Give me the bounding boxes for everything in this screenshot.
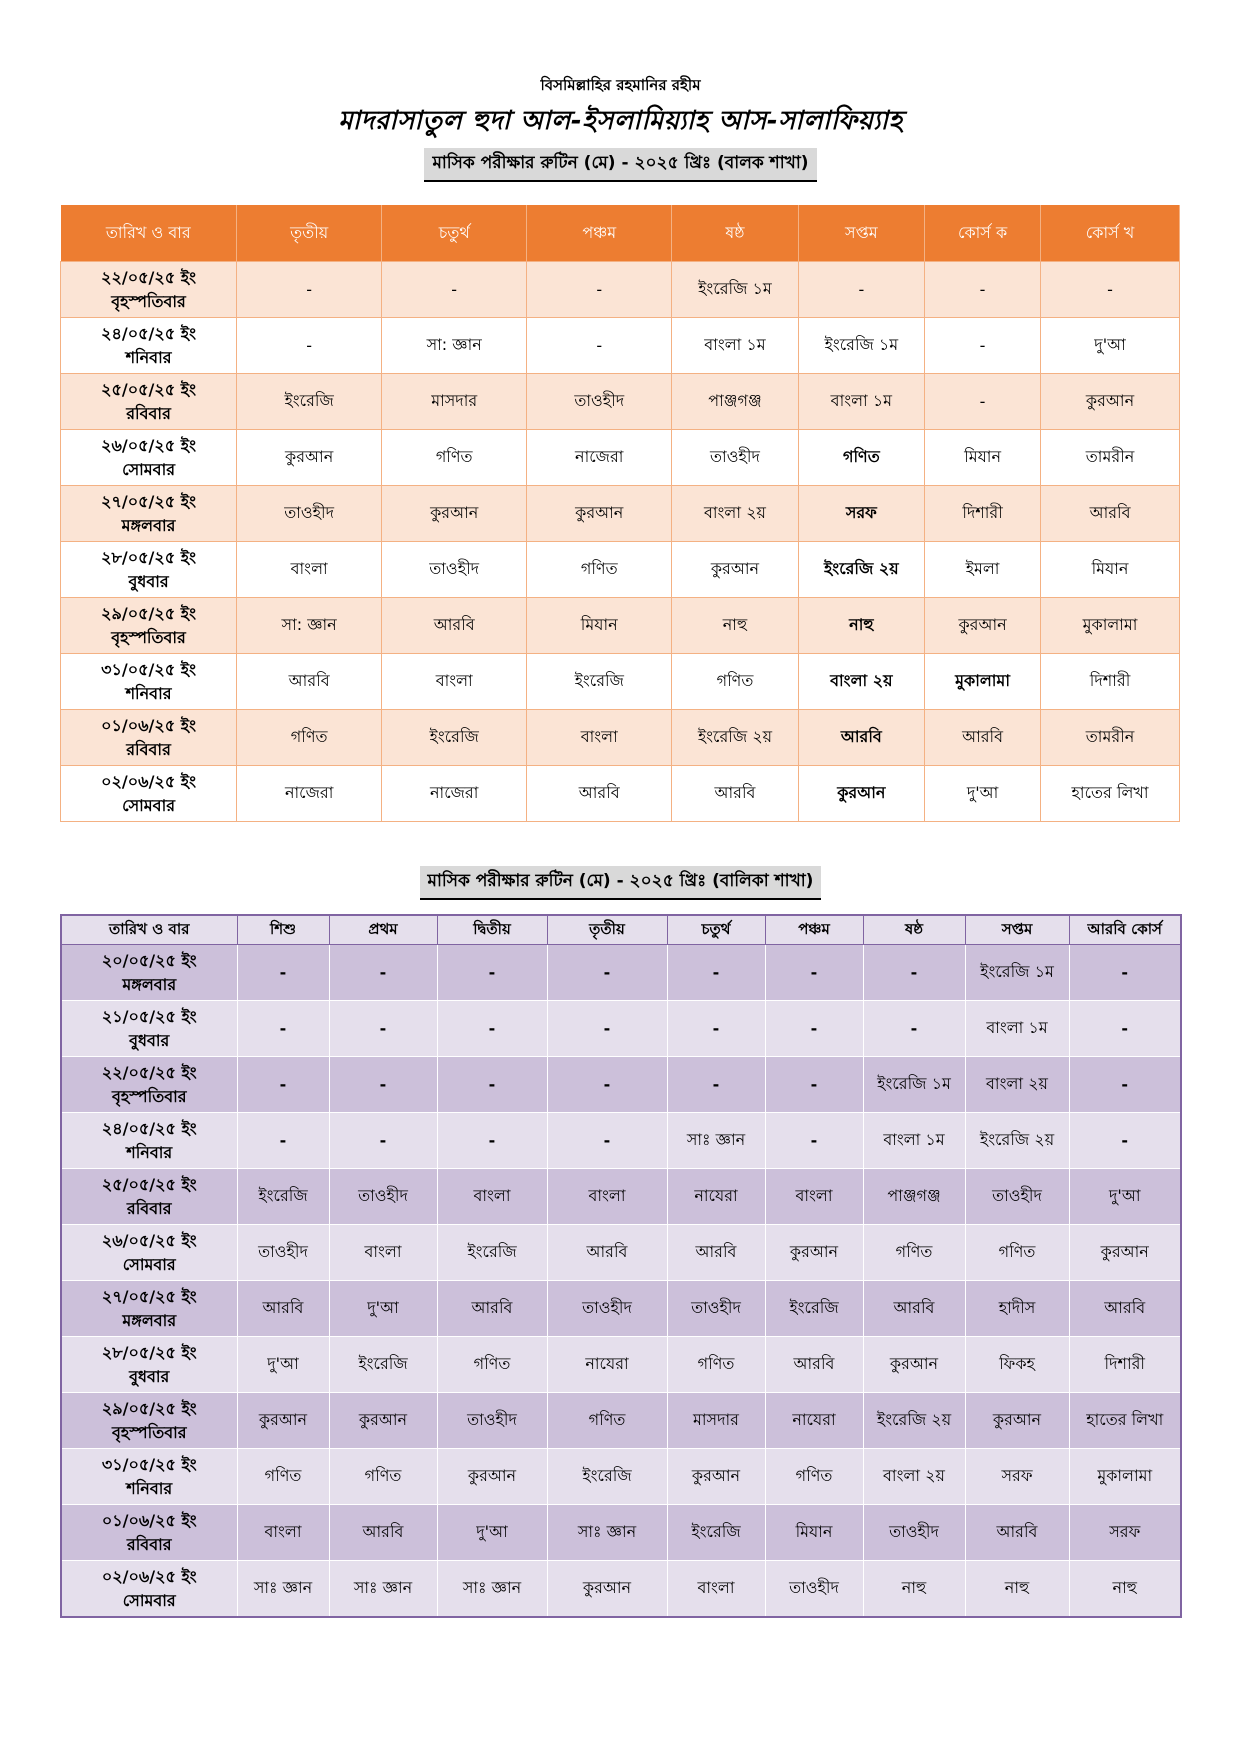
- subject-cell: বাংলা ২য়: [672, 486, 798, 542]
- subject-cell: -: [437, 1001, 547, 1057]
- subject-cell: মিযান: [527, 598, 672, 654]
- subject-cell: বাংলা ২য়: [965, 1057, 1069, 1113]
- subject-cell: -: [1041, 262, 1180, 318]
- girls-header-row: [61, 915, 1181, 945]
- subject-cell: সাঃ জ্ঞান: [437, 1561, 547, 1618]
- date-text: ২৮/০৫/২৫ ইং: [101, 548, 196, 568]
- subject-cell: -: [765, 1001, 863, 1057]
- date-text: ০১/০৬/২৫ ইং: [101, 1511, 197, 1531]
- date-text: ২৫/০৫/২৫ ইং: [101, 1175, 197, 1195]
- date-text: ২৪/০৫/২৫ ইং: [101, 1119, 197, 1139]
- subject-cell: বাংলা: [237, 1505, 329, 1561]
- subject-cell: -: [237, 1057, 329, 1113]
- subject-cell: বাংলা: [329, 1225, 437, 1281]
- subject-cell: -: [667, 1057, 765, 1113]
- subject-cell: দিশারী: [925, 486, 1041, 542]
- girls-column-header: আরবি কোর্স: [1069, 915, 1181, 945]
- weekday-text: শনিবার: [125, 347, 172, 367]
- subject-cell: কুরআন: [925, 598, 1041, 654]
- girls-column-header: দ্বিতীয়: [437, 915, 547, 945]
- subject-cell: সাঃ জ্ঞান: [329, 1561, 437, 1618]
- date-text: ২৬/০৫/২৫ ইং: [101, 436, 196, 456]
- subject-cell: দু'আ: [237, 1337, 329, 1393]
- subject-cell: কুরআন: [382, 486, 527, 542]
- subject-cell: -: [329, 1001, 437, 1057]
- subject-cell: হাতের লিখা: [1041, 766, 1180, 822]
- subject-cell: আরবি: [237, 654, 382, 710]
- subject-cell: নাহু: [965, 1561, 1069, 1618]
- subject-cell: -: [667, 1001, 765, 1057]
- subject-cell: -: [527, 318, 672, 374]
- subject-cell: বাংলা: [437, 1169, 547, 1225]
- subject-cell: ইংরেজি ১ম: [672, 262, 798, 318]
- subject-cell: সাঃ জ্ঞান: [667, 1113, 765, 1169]
- subject-cell: কুরআন: [527, 486, 672, 542]
- date-cell: [61, 1449, 237, 1505]
- subject-cell: বাংলা: [547, 1169, 667, 1225]
- subject-cell: মুকালামা: [1041, 598, 1180, 654]
- date-cell: [61, 1393, 237, 1449]
- date-cell: [61, 1561, 237, 1618]
- subject-cell: মিযান: [765, 1505, 863, 1561]
- subject-cell: -: [237, 318, 382, 374]
- date-cell: [61, 486, 237, 542]
- subject-cell: দু'আ: [437, 1505, 547, 1561]
- subject-cell: গণিত: [547, 1393, 667, 1449]
- subject-cell: ইংরেজি: [437, 1225, 547, 1281]
- subject-cell: তাওহীদ: [667, 1281, 765, 1337]
- date-cell: [61, 318, 237, 374]
- girls-table-row: [61, 1505, 1181, 1561]
- subject-cell: -: [1069, 1001, 1181, 1057]
- subject-cell: সাঃ জ্ঞান: [547, 1505, 667, 1561]
- subject-cell: বাংলা ১ম: [863, 1113, 965, 1169]
- girls-column-header: সপ্তম: [965, 915, 1069, 945]
- subject-cell: পাঞ্জগঞ্জ: [672, 374, 798, 430]
- date-text: ৩১/০৫/২৫ ইং: [101, 1455, 197, 1475]
- subject-cell: -: [1069, 1057, 1181, 1113]
- girls-column-header: ষষ্ঠ: [863, 915, 965, 945]
- date-cell: [61, 1057, 237, 1113]
- date-cell: [61, 1337, 237, 1393]
- boys-table-row: [61, 766, 1180, 822]
- date-text: ০১/০৬/২৫ ইং: [101, 716, 196, 736]
- boys-table-row: [61, 710, 1180, 766]
- subject-cell: আরবি: [672, 766, 798, 822]
- girls-column-header: পঞ্চম: [765, 915, 863, 945]
- subject-cell: -: [547, 1057, 667, 1113]
- date-cell: [61, 374, 237, 430]
- subject-cell: -: [237, 945, 329, 1001]
- weekday-text: মঙ্গলবার: [122, 1310, 177, 1330]
- girls-column-header: তৃতীয়: [547, 915, 667, 945]
- subject-cell: নাযেরা: [667, 1169, 765, 1225]
- subject-cell: -: [547, 945, 667, 1001]
- subject-cell: তামরীন: [1041, 710, 1180, 766]
- weekday-text: শনিবার: [126, 1142, 173, 1162]
- date-cell: [61, 1113, 237, 1169]
- girls-title-text: মাসিক পরীক্ষার রুটিন (মে) - ২০২৫ খ্রিঃ (বালিকা শাখা): [420, 866, 822, 900]
- subject-cell: গণিত: [672, 654, 798, 710]
- date-cell: [61, 710, 237, 766]
- subject-cell: তাওহীদ: [382, 542, 527, 598]
- subject-cell: -: [925, 318, 1041, 374]
- boys-column-header: ষষ্ঠ: [672, 205, 798, 262]
- boys-table-row: [61, 654, 1180, 710]
- weekday-text: বৃহস্পতিবার: [111, 627, 186, 647]
- weekday-text: সোমবার: [122, 795, 176, 815]
- subject-cell: তাওহীদ: [237, 486, 382, 542]
- weekday-text: বৃহস্পতিবার: [111, 1422, 187, 1442]
- subject-cell: দু'আ: [1041, 318, 1180, 374]
- girls-table-row: [61, 1225, 1181, 1281]
- date-text: ২৬/০৫/২৫ ইং: [101, 1231, 197, 1251]
- date-cell: [61, 598, 237, 654]
- girls-title: [0, 866, 1241, 900]
- date-cell: [61, 262, 237, 318]
- subject-cell: সা: জ্ঞান: [237, 598, 382, 654]
- weekday-text: বুধবার: [129, 1030, 170, 1050]
- subject-cell: -: [863, 945, 965, 1001]
- subject-cell: -: [437, 1057, 547, 1113]
- date-text: ০২/০৬/২৫ ইং: [101, 772, 196, 792]
- subject-cell: সরফ: [798, 486, 924, 542]
- subject-cell: আরবি: [965, 1505, 1069, 1561]
- subject-cell: কুরআন: [237, 1393, 329, 1449]
- subject-cell: তাওহীদ: [329, 1169, 437, 1225]
- subject-cell: বাংলা ১ম: [965, 1001, 1069, 1057]
- subject-cell: আরবি: [667, 1225, 765, 1281]
- subject-cell: নাজেরা: [237, 766, 382, 822]
- boys-table-row: [61, 598, 1180, 654]
- subject-cell: আরবি: [1041, 486, 1180, 542]
- boys-column-header: কোর্স ক: [925, 205, 1041, 262]
- subject-cell: তাওহীদ: [237, 1225, 329, 1281]
- subject-cell: ইংরেজি ১ম: [798, 318, 924, 374]
- subject-cell: আরবি: [237, 1281, 329, 1337]
- boys-table-row: [61, 486, 1180, 542]
- subject-cell: ইংরেজি ১ম: [863, 1057, 965, 1113]
- subject-cell: বাংলা ১ম: [798, 374, 924, 430]
- boys-column-header: চতুর্থ: [382, 205, 527, 262]
- subject-cell: গণিত: [527, 542, 672, 598]
- weekday-text: শনিবার: [126, 1478, 173, 1498]
- subject-cell: -: [798, 262, 924, 318]
- girls-column-header: শিশু: [237, 915, 329, 945]
- weekday-text: সোমবার: [122, 1254, 176, 1274]
- date-text: ৩১/০৫/২৫ ইং: [101, 660, 196, 680]
- date-text: ২৫/০৫/২৫ ইং: [101, 380, 196, 400]
- date-text: ২১/০৫/২৫ ইং: [101, 1007, 197, 1027]
- girls-column-header: তারিখ ও বার: [61, 915, 237, 945]
- boys-column-header: তৃতীয়: [237, 205, 382, 262]
- boys-table-row: [61, 262, 1180, 318]
- date-cell: [61, 430, 237, 486]
- bismillah-heading: বিসমিল্লাহির রহমানির রহীম: [540, 76, 701, 94]
- weekday-text: মঙ্গলবার: [122, 974, 177, 994]
- date-text: ০২/০৬/২৫ ইং: [101, 1567, 197, 1587]
- date-cell: [61, 1001, 237, 1057]
- subject-cell: ইংরেজি: [547, 1449, 667, 1505]
- weekday-text: শনিবার: [125, 683, 172, 703]
- weekday-text: সোমবার: [122, 459, 176, 479]
- subject-cell: কুরআন: [1069, 1225, 1181, 1281]
- subject-cell: দু'আ: [329, 1281, 437, 1337]
- boys-title: [0, 148, 1241, 182]
- weekday-text: বুধবার: [128, 571, 169, 591]
- subject-cell: ইংরেজি: [667, 1505, 765, 1561]
- subject-cell: গণিত: [765, 1449, 863, 1505]
- subject-cell: -: [765, 1113, 863, 1169]
- subject-cell: মুকালামা: [925, 654, 1041, 710]
- subject-cell: সা: জ্ঞান: [382, 318, 527, 374]
- subject-cell: আরবি: [382, 598, 527, 654]
- subject-cell: মিযান: [925, 430, 1041, 486]
- boys-routine-table: [60, 205, 1180, 822]
- subject-cell: আরবি: [329, 1505, 437, 1561]
- subject-cell: মিযান: [1041, 542, 1180, 598]
- girls-table-row: [61, 1057, 1181, 1113]
- subject-cell: কুরআন: [437, 1449, 547, 1505]
- girls-table-row: [61, 1337, 1181, 1393]
- subject-cell: -: [765, 945, 863, 1001]
- subject-cell: তাওহীদ: [527, 374, 672, 430]
- girls-table-row: [61, 1169, 1181, 1225]
- boys-table-row: [61, 542, 1180, 598]
- subject-cell: নাহু: [863, 1561, 965, 1618]
- weekday-text: রবিবার: [126, 1534, 172, 1554]
- subject-cell: দিশারী: [1041, 654, 1180, 710]
- boys-column-header: কোর্স খ: [1041, 205, 1180, 262]
- subject-cell: -: [1069, 945, 1181, 1001]
- subject-cell: -: [1069, 1113, 1181, 1169]
- subject-cell: তাওহীদ: [765, 1561, 863, 1618]
- girls-table-row: [61, 1393, 1181, 1449]
- subject-cell: বাংলা ২য়: [798, 654, 924, 710]
- subject-cell: আরবি: [547, 1225, 667, 1281]
- weekday-text: সোমবার: [122, 1590, 176, 1610]
- subject-cell: গণিত: [798, 430, 924, 486]
- subject-cell: -: [547, 1001, 667, 1057]
- subject-cell: গণিত: [863, 1225, 965, 1281]
- subject-cell: -: [329, 945, 437, 1001]
- subject-cell: সরফ: [965, 1449, 1069, 1505]
- girls-table-row: [61, 945, 1181, 1001]
- subject-cell: ইংরেজি: [237, 1169, 329, 1225]
- subject-cell: বাংলা: [765, 1169, 863, 1225]
- subject-cell: নাজেরা: [527, 430, 672, 486]
- girls-table-row: [61, 1001, 1181, 1057]
- boys-table-row: [61, 318, 1180, 374]
- date-cell: [61, 654, 237, 710]
- date-cell: [61, 945, 237, 1001]
- subject-cell: -: [382, 262, 527, 318]
- subject-cell: কুরআন: [965, 1393, 1069, 1449]
- subject-cell: নাযেরা: [547, 1337, 667, 1393]
- subject-cell: তাওহীদ: [437, 1393, 547, 1449]
- subject-cell: তামরীন: [1041, 430, 1180, 486]
- subject-cell: -: [329, 1057, 437, 1113]
- subject-cell: বাংলা ১ম: [672, 318, 798, 374]
- subject-cell: -: [237, 262, 382, 318]
- subject-cell: গণিত: [382, 430, 527, 486]
- subject-cell: -: [329, 1113, 437, 1169]
- subject-cell: কুরআন: [547, 1561, 667, 1618]
- subject-cell: সরফ: [1069, 1505, 1181, 1561]
- subject-cell: -: [237, 1001, 329, 1057]
- date-text: ২৯/০৫/২৫ ইং: [101, 604, 196, 624]
- weekday-text: রবিবার: [126, 1198, 172, 1218]
- subject-cell: -: [437, 1113, 547, 1169]
- subject-cell: ইংরেজি ২য়: [798, 542, 924, 598]
- subject-cell: আরবি: [1069, 1281, 1181, 1337]
- girls-table-row: [61, 1449, 1181, 1505]
- subject-cell: নাহু: [672, 598, 798, 654]
- subject-cell: ইংরেজি: [329, 1337, 437, 1393]
- date-text: ২৪/০৫/২৫ ইং: [101, 324, 196, 344]
- date-text: ২২/০৫/২৫ ইং: [101, 268, 196, 288]
- subject-cell: গণিত: [329, 1449, 437, 1505]
- girls-table-row: [61, 1113, 1181, 1169]
- subject-cell: বাংলা: [667, 1561, 765, 1618]
- boys-table-row: [61, 374, 1180, 430]
- subject-cell: -: [237, 1113, 329, 1169]
- subject-cell: ইংরেজি ২য়: [672, 710, 798, 766]
- subject-cell: নাযেরা: [765, 1393, 863, 1449]
- subject-cell: হাদীস: [965, 1281, 1069, 1337]
- date-text: ২৭/০৫/২৫ ইং: [101, 1287, 197, 1307]
- boys-header-row: [61, 205, 1180, 262]
- girls-column-header: প্রথম: [329, 915, 437, 945]
- madrasa-name: মাদরাসাতুল হুদা আল-ইসলামিয়্যাহ আস-সালাফিয়্যাহ: [338, 106, 903, 136]
- weekday-text: রবিবার: [126, 403, 171, 423]
- subject-cell: বাংলা ২য়: [863, 1449, 965, 1505]
- boys-table-row: [61, 430, 1180, 486]
- subject-cell: ইংরেজি ২য়: [863, 1393, 965, 1449]
- subject-cell: তাওহীদ: [547, 1281, 667, 1337]
- subject-cell: তাওহীদ: [965, 1169, 1069, 1225]
- date-text: ২০/০৫/২৫ ইং: [101, 951, 197, 971]
- subject-cell: কুরআন: [1041, 374, 1180, 430]
- subject-cell: নাজেরা: [382, 766, 527, 822]
- subject-cell: দু'আ: [1069, 1169, 1181, 1225]
- subject-cell: গণিত: [965, 1225, 1069, 1281]
- subject-cell: আরবি: [863, 1281, 965, 1337]
- subject-cell: -: [765, 1057, 863, 1113]
- subject-cell: কুরআন: [667, 1449, 765, 1505]
- subject-cell: -: [527, 262, 672, 318]
- subject-cell: ইংরেজি: [765, 1281, 863, 1337]
- subject-cell: নাহু: [1069, 1561, 1181, 1618]
- boys-column-header: সপ্তম: [798, 205, 924, 262]
- girls-routine-table: [60, 914, 1182, 1618]
- date-cell: [61, 1225, 237, 1281]
- subject-cell: আরবি: [437, 1281, 547, 1337]
- subject-cell: তাওহীদ: [672, 430, 798, 486]
- subject-cell: গণিত: [237, 1449, 329, 1505]
- subject-cell: আরবি: [925, 710, 1041, 766]
- date-cell: [61, 1505, 237, 1561]
- subject-cell: ইংরেজি ১ম: [965, 945, 1069, 1001]
- subject-cell: সাঃ জ্ঞান: [237, 1561, 329, 1618]
- date-cell: [61, 1281, 237, 1337]
- date-cell: [61, 542, 237, 598]
- boys-column-header: তারিখ ও বার: [61, 205, 237, 262]
- subject-cell: ইংরেজি: [527, 654, 672, 710]
- subject-cell: বাংলা: [382, 654, 527, 710]
- subject-cell: গণিত: [667, 1337, 765, 1393]
- subject-cell: কুরআন: [863, 1337, 965, 1393]
- weekday-text: বৃহস্পতিবার: [111, 1086, 187, 1106]
- subject-cell: হাতের লিখা: [1069, 1393, 1181, 1449]
- subject-cell: ফিকহ: [965, 1337, 1069, 1393]
- subject-cell: কুরআন: [237, 430, 382, 486]
- subject-cell: কুরআন: [798, 766, 924, 822]
- subject-cell: গণিত: [437, 1337, 547, 1393]
- weekday-text: মঙ্গলবার: [121, 515, 176, 535]
- boys-title-text: মাসিক পরীক্ষার রুটিন (মে) - ২০২৫ খ্রিঃ (বালক শাখা): [424, 148, 816, 182]
- subject-cell: আরবি: [765, 1337, 863, 1393]
- subject-cell: পাঞ্জগঞ্জ: [863, 1169, 965, 1225]
- subject-cell: মাসদার: [667, 1393, 765, 1449]
- girls-table-row: [61, 1281, 1181, 1337]
- subject-cell: ইমলা: [925, 542, 1041, 598]
- subject-cell: দিশারী: [1069, 1337, 1181, 1393]
- girls-column-header: চতুর্থ: [667, 915, 765, 945]
- date-text: ২৮/০৫/২৫ ইং: [101, 1343, 197, 1363]
- girls-table-row: [61, 1561, 1181, 1618]
- subject-cell: আরবি: [798, 710, 924, 766]
- subject-cell: ইংরেজি ২য়: [965, 1113, 1069, 1169]
- subject-cell: বাংলা: [237, 542, 382, 598]
- subject-cell: -: [547, 1113, 667, 1169]
- subject-cell: দু'আ: [925, 766, 1041, 822]
- subject-cell: -: [667, 945, 765, 1001]
- subject-cell: -: [863, 1001, 965, 1057]
- boys-column-header: পঞ্চম: [527, 205, 672, 262]
- subject-cell: -: [925, 374, 1041, 430]
- subject-cell: বাংলা: [527, 710, 672, 766]
- subject-cell: ইংরেজি: [382, 710, 527, 766]
- subject-cell: আরবি: [527, 766, 672, 822]
- subject-cell: মুকালামা: [1069, 1449, 1181, 1505]
- subject-cell: তাওহীদ: [863, 1505, 965, 1561]
- subject-cell: কুরআন: [672, 542, 798, 598]
- subject-cell: মাসদার: [382, 374, 527, 430]
- weekday-text: বৃহস্পতিবার: [111, 291, 186, 311]
- subject-cell: ইংরেজি: [237, 374, 382, 430]
- subject-cell: -: [437, 945, 547, 1001]
- date-text: ২৯/০৫/২৫ ইং: [101, 1399, 197, 1419]
- weekday-text: বুধবার: [129, 1366, 170, 1386]
- weekday-text: রবিবার: [126, 739, 171, 759]
- date-text: ২২/০৫/২৫ ইং: [101, 1063, 197, 1083]
- subject-cell: গণিত: [237, 710, 382, 766]
- subject-cell: -: [925, 262, 1041, 318]
- subject-cell: কুরআন: [329, 1393, 437, 1449]
- date-cell: [61, 1169, 237, 1225]
- subject-cell: নাহু: [798, 598, 924, 654]
- date-text: ২৭/০৫/২৫ ইং: [101, 492, 196, 512]
- subject-cell: কুরআন: [765, 1225, 863, 1281]
- date-cell: [61, 766, 237, 822]
